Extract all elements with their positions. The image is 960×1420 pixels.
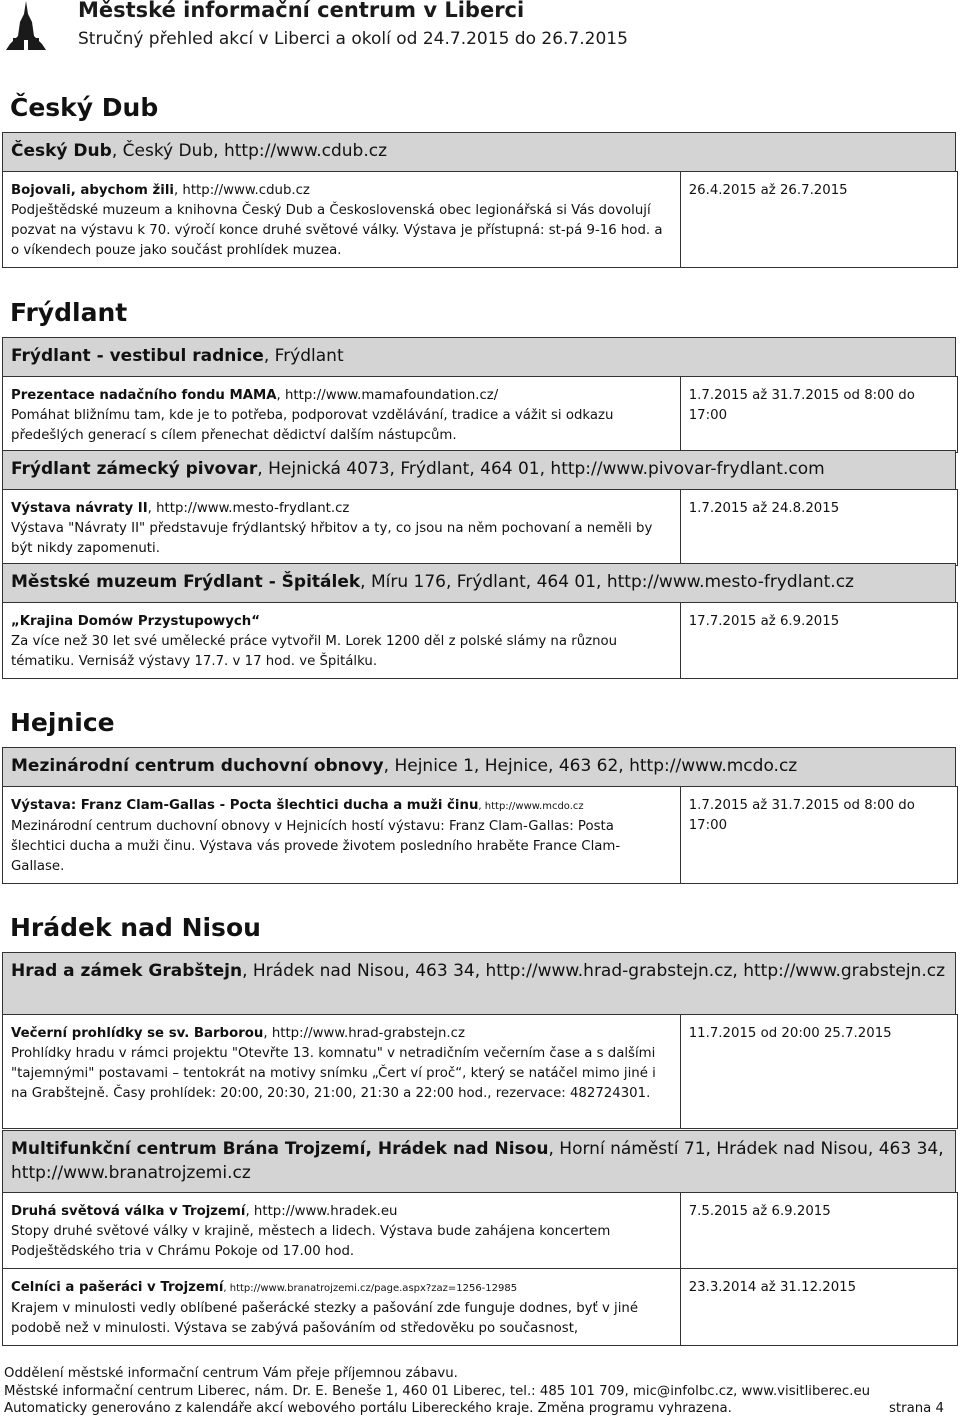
event-title: Večerní prohlídky se sv. Barborou bbox=[11, 1026, 264, 1041]
venue-header bbox=[2, 952, 956, 1015]
event-table bbox=[2, 1014, 958, 1129]
city-heading: Frýdlant bbox=[10, 298, 128, 327]
event-date: 1.7.2015 až 31.7.2015 od 8:00 do 17:00 bbox=[680, 787, 957, 884]
event-title: Prezentace nadačního fondu MAMA bbox=[11, 388, 277, 403]
event-description-cell bbox=[3, 1015, 681, 1129]
event-table bbox=[2, 489, 958, 566]
city-heading: Český Dub bbox=[10, 93, 159, 122]
footer-line-greeting: Oddělení městské informační centrum Vám přeje příjemnou zábavu. bbox=[4, 1366, 458, 1381]
table-row bbox=[3, 1193, 958, 1269]
table-row bbox=[3, 1015, 958, 1129]
venue-header bbox=[2, 747, 956, 787]
event-description-cell bbox=[3, 1269, 681, 1346]
table-row bbox=[3, 787, 958, 884]
event-description-cell bbox=[3, 603, 681, 679]
venue-header bbox=[2, 132, 956, 172]
event-url: , http://www.mcdo.cz bbox=[478, 801, 584, 812]
venue-address: , Míru 176, Frýdlant, 464 01, http://www.mesto-frydlant.cz bbox=[360, 572, 854, 592]
footer-line-disclaimer: Automaticky generováno z kalendáře akcí webového portálu Libereckého kraje. Změna programu vyhrazena. bbox=[4, 1401, 732, 1416]
header-subtitle: Stručný přehled akcí v Liberci a okolí od 24.7.2015 do 26.7.2015 bbox=[78, 29, 628, 49]
event-description: Prohlídky hradu v rámci projektu "Otevřte 13. komnatu" v netradičním večerním čase a s dalšími "tajemnými" postavami – tentokrát na motivy snímku „Čert ví proč“, který se natáčel mimo jiné i na Grabštejně. Časy prohlídek: 20:00, 20:30, 21:00, 21:30 a 22:00 hod., rezervace: 482724301. bbox=[11, 1046, 656, 1101]
event-description: Mezinárodní centrum duchovní obnovy v Hejnicích hostí výstavu: Franz Clam-Gallas: Posta šlechtici ducha a muži činu. Výstava vás provede životem posledního hraběte France Clam-Gallase. bbox=[11, 819, 621, 874]
event-description: Stopy druhé světové války v krajině, městech a lidech. Výstava bude zahájena koncertem Podještědského tria v Chrámu Pokoje od 17.00 hod. bbox=[11, 1224, 611, 1259]
table-row bbox=[3, 1269, 958, 1346]
city-heading: Hrádek nad Nisou bbox=[10, 913, 261, 942]
event-date: 11.7.2015 od 20:00 25.7.2015 bbox=[680, 1015, 957, 1129]
venue-name: Frýdlant zámecký pivovar bbox=[11, 459, 258, 479]
event-description: Pomáhat bližnímu tam, kde je to potřeba, podporovat vzdělávání, tradice a vážit si odkazu předešlých generací s cílem přenechat dědictví dalším nástupcům. bbox=[11, 408, 614, 443]
event-date: 17.7.2015 až 6.9.2015 bbox=[680, 603, 957, 679]
table-row bbox=[3, 603, 958, 679]
event-url: , http://www.mamafoundation.cz/ bbox=[276, 388, 499, 403]
venue-address: , Český Dub, http://www.cdub.cz bbox=[111, 141, 387, 161]
venue-name: Městské muzeum Frýdlant - Špitálek bbox=[11, 572, 361, 592]
event-title: Výstava návraty II bbox=[11, 501, 148, 516]
event-table bbox=[2, 171, 958, 268]
event-date: 26.4.2015 až 26.7.2015 bbox=[680, 172, 957, 268]
venue-address: , Horní náměstí 71, Hrádek nad Nisou, 463 34, http://www.branatrojzemi.cz bbox=[11, 1139, 944, 1183]
venue-name: Multifunkční centrum Brána Trojzemí, Hrádek nad Nisou bbox=[11, 1139, 549, 1159]
event-url: , http://www.hrad-grabstejn.cz bbox=[263, 1026, 465, 1041]
venue-address: , Hrádek nad Nisou, 463 34, http://www.hrad-grabstejn.cz, http://www.grabstejn.cz bbox=[242, 961, 945, 981]
venue-address: , Frýdlant bbox=[263, 346, 344, 366]
event-title: Výstava: Franz Clam-Gallas - Pocta šlechtici ducha a muži činu bbox=[11, 798, 479, 813]
venue-name: Frýdlant - vestibul radnice bbox=[11, 346, 264, 366]
venue-name: Hrad a zámek Grabštejn bbox=[11, 961, 243, 981]
city-heading: Hejnice bbox=[10, 708, 115, 737]
event-description-cell bbox=[3, 1193, 681, 1269]
venue-name: Mezinárodní centrum duchovní obnovy bbox=[11, 756, 384, 776]
footer-line-contact: Městské informační centrum Liberec, nám. Dr. E. Beneše 1, 460 01 Liberec, tel.: 485 101 709, mic@infolbc.cz, www.visitliberec.eu bbox=[4, 1383, 871, 1399]
page-number: strana 4 bbox=[888, 1401, 944, 1416]
table-row bbox=[3, 377, 958, 453]
event-url: , http://www.mesto-frydlant.cz bbox=[147, 501, 350, 516]
page-footer bbox=[4, 1365, 956, 1418]
venue-header bbox=[2, 1130, 956, 1193]
event-title: Bojovali, abychom žili bbox=[11, 183, 174, 198]
event-date: 23.3.2014 až 31.12.2015 bbox=[680, 1269, 957, 1346]
venue-address: , Hejnická 4073, Frýdlant, 464 01, http://www.pivovar-frydlant.com bbox=[257, 459, 825, 479]
event-date: 1.7.2015 až 31.7.2015 od 8:00 do 17:00 bbox=[680, 377, 957, 453]
event-url: , http://www.cdub.cz bbox=[173, 183, 310, 198]
event-title: Druhá světová válka v Trojzemí bbox=[11, 1204, 246, 1219]
event-url: , http://www.branatrojzemi.cz/page.aspx?zaz=1256-12985 bbox=[223, 1283, 518, 1294]
page-header bbox=[0, 0, 960, 60]
venue-header bbox=[2, 563, 956, 603]
event-url: , http://www.hradek.eu bbox=[245, 1204, 398, 1219]
event-title: „Krajina Domów Przystupowych“ bbox=[11, 614, 260, 629]
event-description: Krajem v minulosti vedly oblíbené pašerácké stezky a pašování zde funguje dodnes, byť v jiné podobě než v minulosti. Výstava se zabývá pašováním od středověku po současnost, bbox=[11, 1301, 639, 1336]
event-description-cell bbox=[3, 490, 681, 566]
event-description-cell bbox=[3, 377, 681, 453]
venue-address: , Hejnice 1, Hejnice, 463 62, http://www.mcdo.cz bbox=[383, 756, 798, 776]
header-title: Městské informační centrum v Liberci bbox=[78, 0, 525, 22]
table-row bbox=[3, 172, 958, 268]
event-table bbox=[2, 786, 958, 884]
liberec-town-hall-logo-icon bbox=[4, 0, 48, 52]
venue-name: Český Dub bbox=[11, 141, 112, 161]
event-description: Za více než 30 let své umělecké práce vytvořil M. Lorek 1200 děl z polské slámy na různou tématiku. Vernisáž výstavy 17.7. v 17 hod. ve Špitálku. bbox=[11, 634, 618, 669]
event-description-cell bbox=[3, 172, 681, 268]
event-description: Výstava "Návraty II" představuje frýdlantský hřbitov a ty, co jsou na něm pochovaní a neměli by být nikdy zapomenuti. bbox=[11, 521, 653, 556]
event-table bbox=[2, 1192, 958, 1346]
event-date: 1.7.2015 až 24.8.2015 bbox=[680, 490, 957, 566]
event-date: 7.5.2015 až 6.9.2015 bbox=[680, 1193, 957, 1269]
event-table bbox=[2, 376, 958, 453]
event-title: Celníci a pašeráci v Trojzemí bbox=[11, 1280, 224, 1295]
event-description-cell bbox=[3, 787, 681, 884]
table-row bbox=[3, 490, 958, 566]
event-table bbox=[2, 602, 958, 679]
venue-header bbox=[2, 450, 956, 490]
event-description: Podještědské muzeum a knihovna Český Dub a Československá obec legionářská si Vás dovolují pozvat na výstavu k 70. výročí konce druhé světové války. Výstava je přístupná: st-pá 9-16 hod. a o víkendech pouze jako součást prohlídek muzea. bbox=[11, 203, 663, 258]
venue-header bbox=[2, 337, 956, 377]
